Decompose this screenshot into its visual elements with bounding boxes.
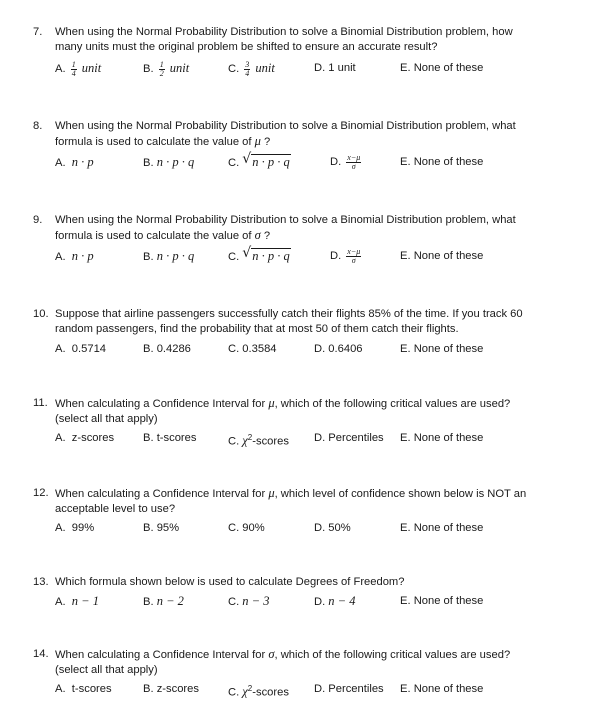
options (0, 245, 615, 266)
option-b[interactable]: B. n · p · q (143, 249, 195, 263)
option-d[interactable]: D. 50% (314, 522, 351, 534)
option-b[interactable]: B. t-scores (143, 432, 197, 444)
option-c[interactable]: C. √ n · p · q (228, 245, 290, 263)
option-b[interactable]: B. n − 2 (143, 594, 184, 608)
option-a[interactable]: A. n · p (55, 249, 94, 263)
option-c[interactable]: C. √ n · p · q (228, 151, 290, 169)
option-e[interactable]: E. None of these (400, 156, 484, 168)
option-a[interactable]: A. 99% (55, 522, 95, 534)
option-a[interactable]: A. n − 1 (55, 594, 99, 608)
option-c[interactable]: C. $\chi^2$-scores (228, 684, 289, 699)
option-e[interactable]: E. None of these (400, 250, 484, 262)
option-c[interactable]: C. $\frac{3}{4}$ unit (228, 59, 275, 78)
options (0, 593, 615, 611)
option-d[interactable]: D. 1 unit (314, 62, 356, 74)
question-stem: When calculating a Confidence Interval for σ, which of the following critical values are used? (select all that apply) (55, 647, 511, 676)
option-d[interactable]: D. Percentiles (314, 432, 384, 444)
option-c[interactable]: C. $\chi^2$-scores (228, 433, 289, 448)
question-stem: When calculating a Confidence Interval for μ, which level of confidence shown below is NOT an acceptable level to use? (55, 486, 527, 515)
option-a[interactable]: A. 0.5714 (55, 343, 107, 355)
options (0, 520, 615, 538)
option-e[interactable]: E. None of these (400, 595, 484, 607)
question-number: 12. (33, 487, 49, 499)
question-number: 7. (33, 26, 43, 38)
options (0, 681, 615, 699)
option-b[interactable]: B. $\frac{1}{2}$ unit (143, 59, 190, 78)
option-e[interactable]: E. None of these (400, 343, 484, 355)
options (0, 151, 615, 172)
option-b[interactable]: B. 0.4286 (143, 343, 191, 355)
option-e[interactable]: E. None of these (400, 522, 484, 534)
option-a[interactable]: A. n · p (55, 155, 94, 169)
option-a[interactable]: A. t-scores (55, 683, 112, 695)
question-number: 10. (33, 308, 49, 320)
question-number: 8. (33, 120, 43, 132)
option-c[interactable]: C. 0.3584 (228, 343, 277, 355)
option-d[interactable]: D. Percentiles (314, 683, 384, 695)
options (0, 430, 615, 448)
option-c[interactable]: C. n − 3 (228, 594, 270, 608)
question-number: 14. (33, 648, 49, 660)
option-e[interactable]: E. None of these (400, 62, 484, 74)
option-e[interactable]: E. None of these (400, 432, 484, 444)
option-d[interactable]: D. 0.6406 (314, 343, 363, 355)
option-d[interactable]: D. $\frac{x-\mu}{\sigma}$ (330, 247, 361, 265)
question-number: 13. (33, 576, 49, 588)
option-d[interactable]: D. $\frac{x-\mu}{\sigma}$ (330, 153, 361, 171)
question-stem: When calculating a Confidence Interval for μ, which of the following critical values are used? (select all that apply) (55, 396, 511, 425)
option-b[interactable]: B. n · p · q (143, 155, 195, 169)
options (0, 60, 615, 78)
question-stem: Suppose that airline passengers successfully catch their flights 85% of the time. If you track 60 random passengers, find the probability that at most 50 of them catch their flights. (55, 308, 523, 335)
option-e[interactable]: E. None of these (400, 683, 484, 695)
question-number: 9. (33, 214, 43, 226)
question-number: 11. (33, 397, 48, 409)
option-d[interactable]: D. n − 4 (314, 594, 356, 608)
option-a[interactable]: A. $\frac{1}{4}$ unit (55, 59, 102, 78)
option-c[interactable]: C. 90% (228, 522, 265, 534)
option-b[interactable]: B. 95% (143, 522, 180, 534)
options (0, 341, 615, 359)
question-stem: When using the Normal Probability Distribution to solve a Binomial Distribution problem, what formula is used to calculate the value of σ ? (55, 214, 516, 242)
question-stem: Which formula shown below is used to calculate Degrees of Freedom? (55, 576, 405, 588)
question-stem: When using the Normal Probability Distribution to solve a Binomial Distribution problem, what formula is used to calculate the value of μ ? (55, 120, 516, 148)
option-a[interactable]: A. z-scores (55, 432, 115, 444)
option-b[interactable]: B. z-scores (143, 683, 199, 695)
question-stem: When using the Normal Probability Distribution to solve a Binomial Distribution problem, how many units must the original problem be shifted to ensure an accurate result? (55, 26, 513, 53)
